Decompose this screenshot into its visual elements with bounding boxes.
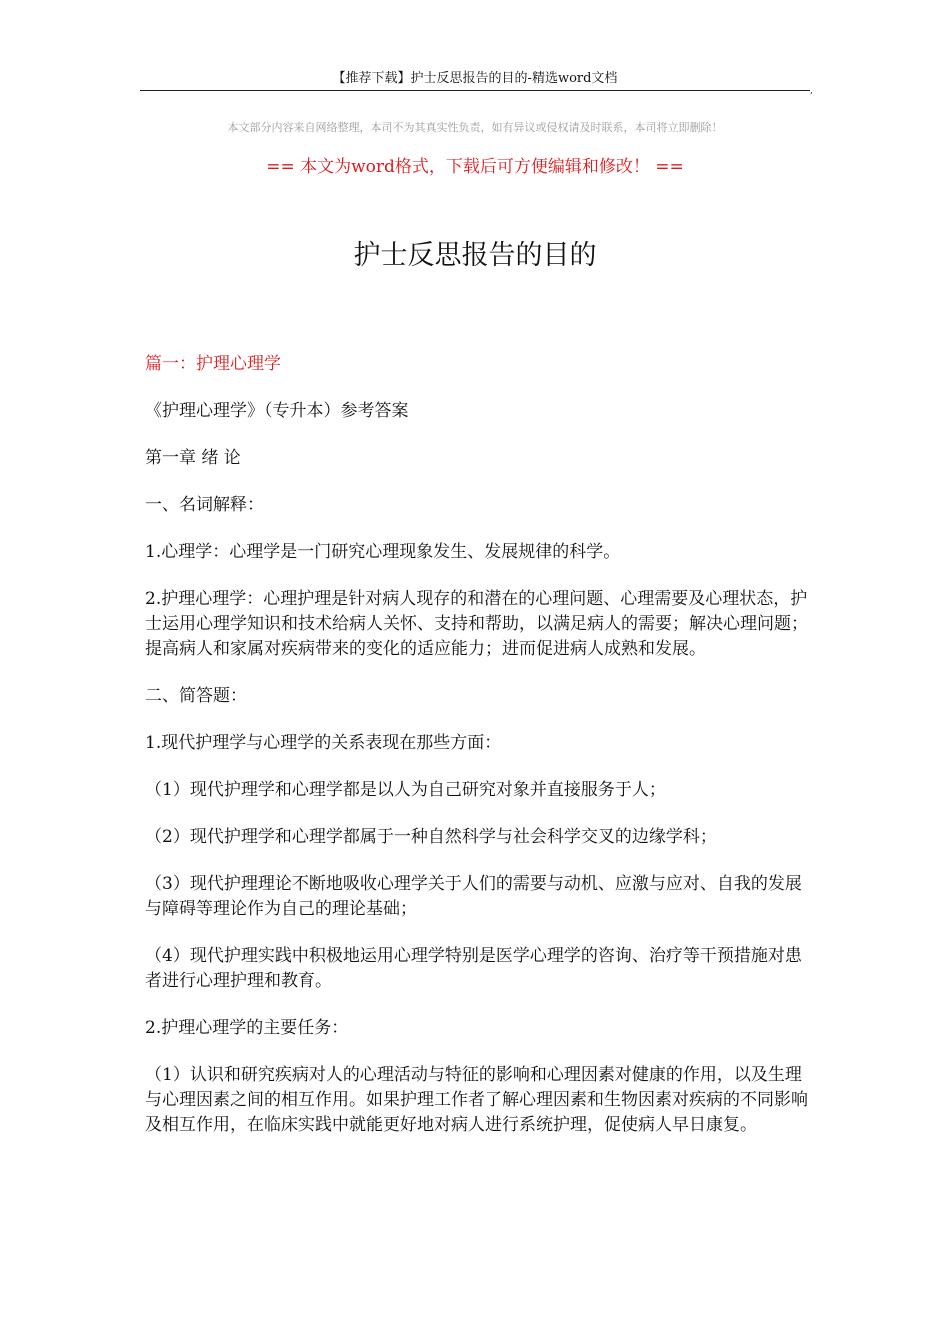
page-header [140, 70, 813, 96]
paragraph-question-2: 2.护理心理学的主要任务： [145, 1018, 349, 1038]
paragraph-short-answer-heading: 二、简答题： [145, 686, 247, 706]
paragraph-chapter-heading: 第一章 绪 论 [145, 448, 241, 468]
paragraph-terms-heading: 一、名词解释： [145, 495, 264, 515]
paragraph-answer-title: 《护理心理学》（专升本）参考答案 [145, 401, 409, 421]
paragraph-answer-1-4: （4）现代护理实践中积极地运用心理学特别是医学心理学的咨询、治疗等干预措施对患者进行心理护理和教育。 [145, 946, 802, 991]
disclaimer-text: 本文部分内容来自网络整理，本司不为其真实性负责，如有异议或侵权请及时联系，本司将立即删除！ [227, 121, 723, 134]
section-heading: 篇一：护理心理学 [145, 354, 281, 374]
paragraph-nursing-psychology-definition: 2.护理心理学：心理护理是针对病人现存的和潜在的心理问题、心理需要及心理状态，护士运用心理学知识和技术给病人关怀、支持和帮助，以满足病人的需要；解决心理问题；提高病人和家属对疾病带来的变化的适应能力；进而促进病人成熟和发展。 [145, 589, 808, 659]
paragraph-psychology-definition: 1.心理学：心理学是一门研究心理现象发生、发展规律的科学。 [145, 542, 621, 562]
format-notice: == 本文为word格式，下载后可方便编辑和修改！ == [266, 157, 684, 177]
paragraph-question-1: 1.现代护理学与心理学的关系表现在那些方面： [145, 733, 502, 753]
header-mark: , [810, 86, 813, 96]
paragraph-answer-2-1: （1）认识和研究疾病对人的心理活动与特征的影响和心理因素对健康的作用，以及生理与心理因素之间的相互作用。如果护理工作者了解心理因素和生物因素对疾病的不同影响及相互作用，在临床实践中就能更好地对病人进行系统护理，促使病人早日康复。 [145, 1065, 808, 1135]
paragraph-answer-1-2: （2）现代护理学和心理学都属于一种自然科学与社会科学交叉的边缘学科； [145, 827, 717, 847]
paragraph-answer-1-3: （3）现代护理理论不断地吸收心理学关于人们的需要与动机、应激与应对、自我的发展与障碍等理论作为自己的理论基础； [145, 874, 802, 919]
document-title: 护士反思报告的目的 [353, 240, 597, 271]
header-text: 【推荐下载】护士反思报告的目的-精选word文档 [332, 71, 618, 86]
document-body [145, 352, 810, 1160]
paragraph-answer-1-1: （1）现代护理学和心理学都是以人为自己研究对象并直接服务于人； [145, 780, 666, 800]
